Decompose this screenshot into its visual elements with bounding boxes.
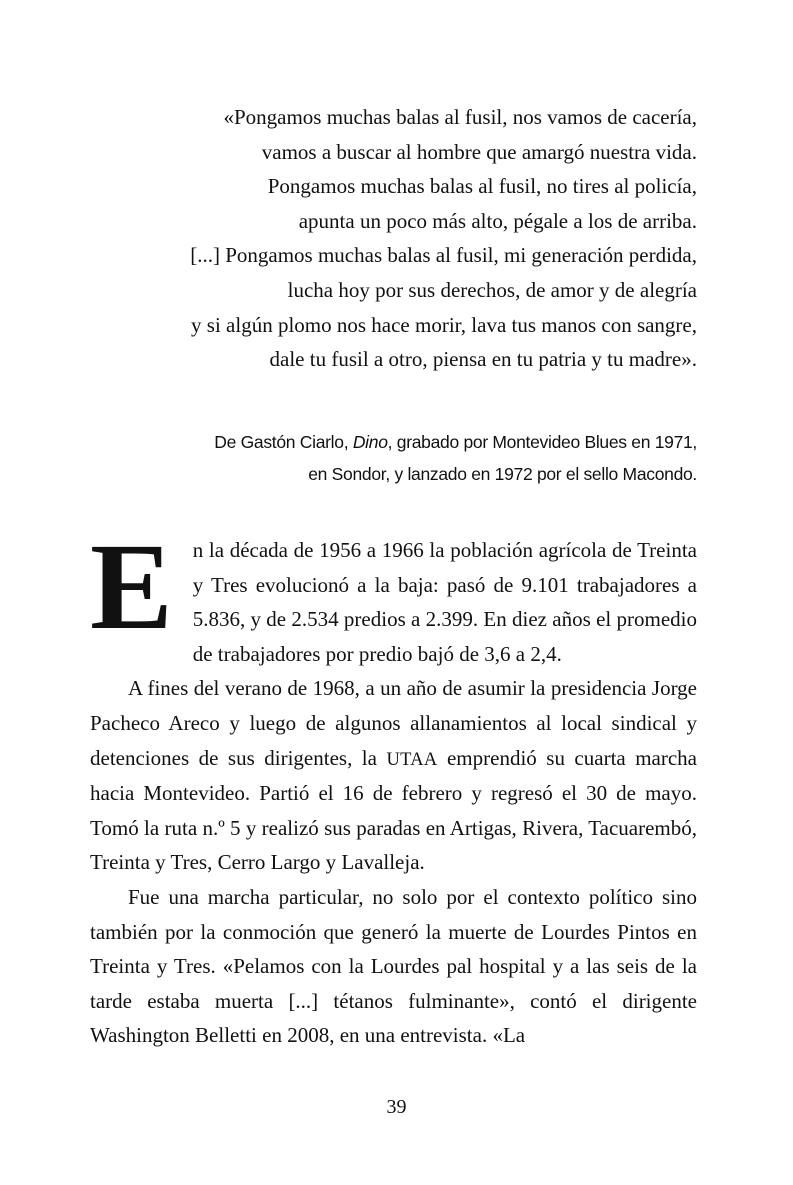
paragraph-3: Fue una marcha particular, no solo por el contexto político sino también por la conmoción que generó la muerte de Lourdes Pintos en Treinta y Tres. «Pelamos con la Lourdes pal hospital y a las seis de la tarde estaba muerta [...] tétanos fulminante», contó el dirigente Washington Belletti en 2008, en una entrevista. «La [90, 884, 697, 1048]
union-acronym: UTAA [386, 748, 438, 769]
chapter-body [90, 518, 697, 1053]
epigraph-line: Pongamos muchas balas al fusil, no tires al policía, [267, 174, 697, 199]
epigraph-line: vamos a buscar al hombre que amargó nuestra vida. [261, 139, 697, 164]
attribution-rest: , grabado por Montevideo Blues en 1971, [387, 432, 697, 452]
song-title: Dino [352, 432, 388, 452]
epigraph-line: y si algún plomo nos hace morir, lava tus manos con sangre, [191, 312, 697, 337]
paragraph-2-text-start: A fines del verano de 1968, a un año de asumir la presidencia Jorge Pacheco Areco y luego de algunos allanamientos al local sindical y detenciones de sus dirigentes, la [90, 676, 697, 770]
paragraph-2-text-end: emprendió su cuarta marcha hacia Montevideo. Partió el 16 de febrero y regresó el 30 de mayo. Tomó la ruta n.º 5 y realizó sus paradas en Artigas, Rivera, Tacuarembó, Treinta y Tres, Cerro Largo y Lavalleja. [90, 745, 697, 875]
paragraph-1 [90, 518, 697, 671]
epigraph-attribution [97, 426, 697, 490]
epigraph-line: dale tu fusil a otro, piensa en tu patria y tu madre». [269, 347, 697, 372]
epigraph-line: «Pongamos muchas balas al fusil, nos vamos de cacería, [223, 105, 697, 129]
epigraph-song-lyrics [97, 100, 697, 377]
epigraph-line: [...] Pongamos muchas balas al fusil, mi generación perdida, [190, 243, 697, 268]
epigraph-line: apunta un poco más alto, pégale a los de arriba. [298, 208, 697, 233]
page-number: 39 [386, 1096, 407, 1118]
paragraph-1-text: n la década de 1956 a 1966 la población agrícola de Treinta y Tres evolucionó a la baja: pasó de 9.101 trabajadores a 5.836, y de 2.534 predios a 2.399. En diez años el promedio de trabajadores por predio bajó de 3,6 a 2,4. [192, 538, 697, 666]
attribution-line-1 [97, 426, 697, 458]
drop-cap: E [90, 518, 173, 655]
epigraph-line: lucha hoy por sus derechos, de amor y de alegría [287, 277, 697, 302]
paragraph-2 [90, 671, 697, 880]
attribution-prefix: De Gastón Ciarlo, [214, 432, 353, 452]
attribution-line-2: en Sondor, y lanzado en 1972 por el sello Macondo. [308, 464, 697, 484]
